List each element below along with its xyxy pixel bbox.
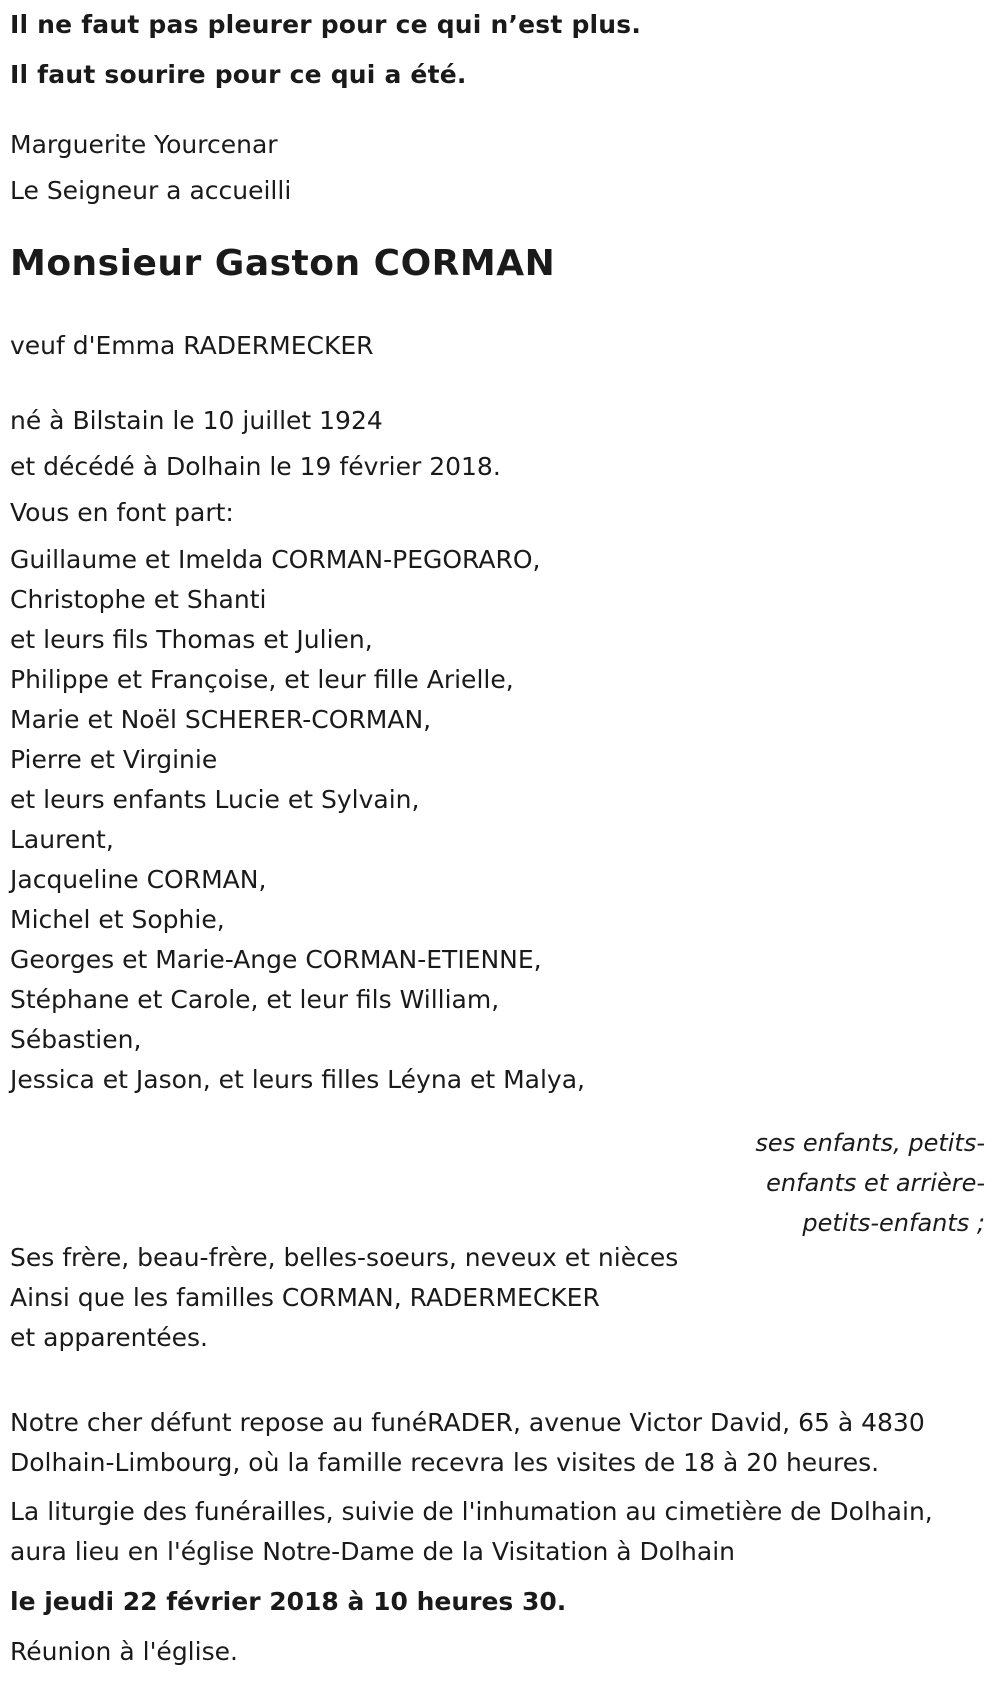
ceremony-date: le jeudi 22 février 2018 à 10 heures 30. [10, 1587, 567, 1616]
family-member: Christophe et Shanti [10, 585, 267, 614]
liturgy-line: aura lieu en l'église Notre-Dame de la Visitation à Dolhain [10, 1537, 735, 1566]
family-member: Sébastien, [10, 1025, 142, 1054]
family-caption-line: petits-enfants ; [802, 1209, 985, 1237]
spouse-line: veuf d'Emma RADERMECKER [10, 331, 374, 360]
family-member: Pierre et Virginie [10, 745, 218, 774]
family-member: Jacqueline CORMAN, [10, 865, 267, 894]
family-caption-line: enfants et arrière- [766, 1169, 985, 1197]
family-member: Laurent, [10, 825, 114, 854]
quote-line-1: Il ne faut pas pleurer pour ce qui n’est plus. [10, 10, 642, 39]
relatives-line: Ses frère, beau-frère, belles-soeurs, neveux et nièces [10, 1243, 679, 1272]
family-member: Guillaume et Imelda CORMAN-PEGORARO, [10, 545, 541, 574]
deceased-name: Monsieur Gaston CORMAN [10, 243, 556, 284]
relatives-line: et apparentées. [10, 1323, 208, 1352]
family-member: Marie et Noël SCHERER-CORMAN, [10, 705, 432, 734]
family-member: Jessica et Jason, et leurs filles Léyna et Malya, [10, 1065, 585, 1094]
family-member: Michel et Sophie, [10, 905, 225, 934]
family-caption-line: ses enfants, petits- [755, 1129, 985, 1157]
rest-line: Dolhain-Limbourg, où la famille recevra les visites de 18 à 20 heures. [10, 1448, 880, 1477]
death-line: et décédé à Dolhain le 19 février 2018. [10, 452, 501, 481]
family-member: Georges et Marie-Ange CORMAN-ETIENNE, [10, 945, 542, 974]
family-list [10, 540, 585, 1100]
birth-line: né à Bilstain le 10 juillet 1924 [10, 406, 383, 435]
relatives-line: Ainsi que les familles CORMAN, RADERMECKER [10, 1283, 600, 1312]
family-caption [725, 1123, 985, 1243]
quote-line-2: Il faut sourire pour ce qui a été. [10, 60, 467, 89]
quote-author: Marguerite Yourcenar [10, 130, 278, 159]
notice-intro: Vous en font part: [10, 498, 234, 527]
liturgy-line: La liturgie des funérailles, suivie de l'inhumation au cimetière de Dolhain, [10, 1497, 933, 1526]
family-member: Philippe et Françoise, et leur fille Arielle, [10, 665, 514, 694]
meeting-line: Réunion à l'église. [10, 1637, 238, 1666]
family-member: Stéphane et Carole, et leur fils William, [10, 985, 500, 1014]
family-member: et leurs enfants Lucie et Sylvain, [10, 785, 420, 814]
family-member: et leurs fils Thomas et Julien, [10, 625, 373, 654]
announcement-text: Le Seigneur a accueilli [10, 176, 292, 205]
rest-line: Notre cher défunt repose au funéRADER, avenue Victor David, 65 à 4830 [10, 1408, 925, 1437]
